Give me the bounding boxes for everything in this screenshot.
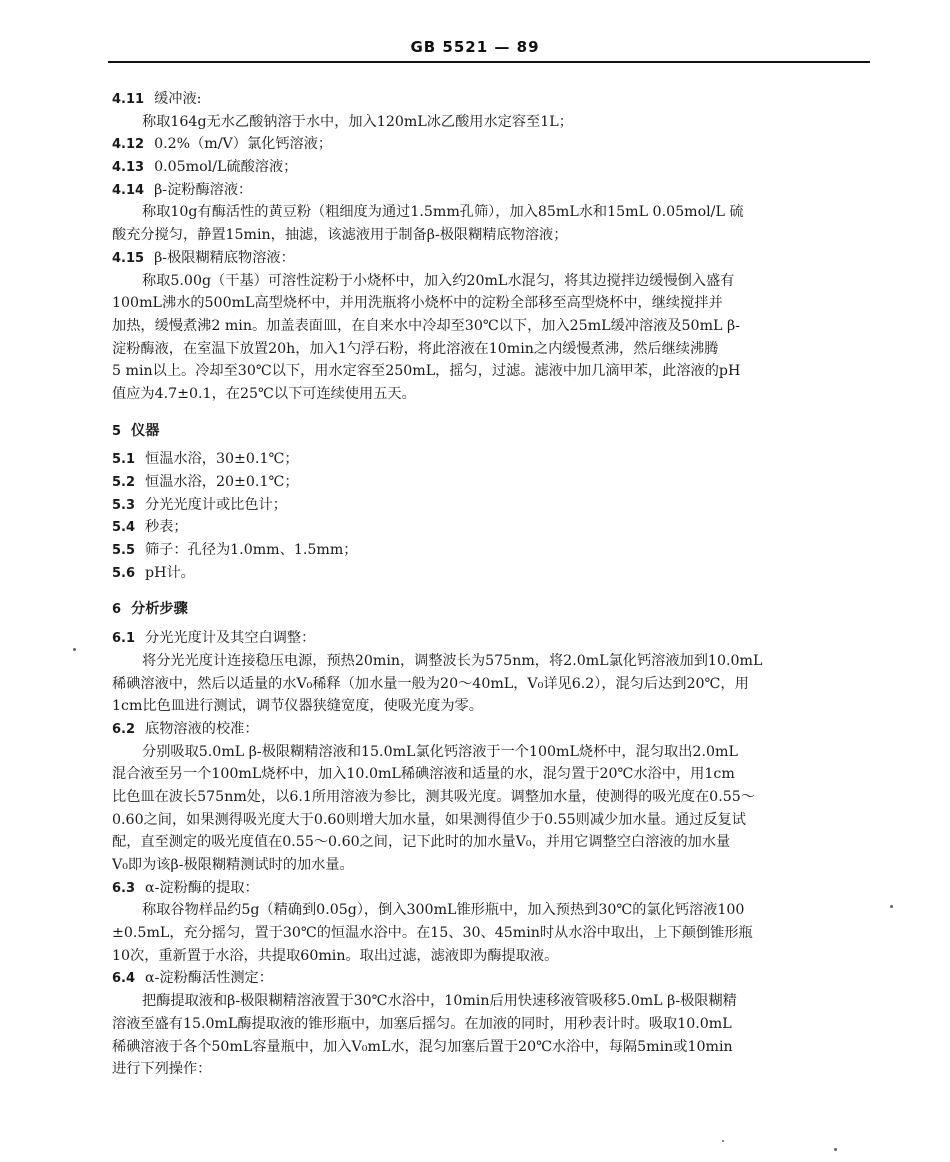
section-number: 4.13 — [112, 160, 145, 176]
paragraph-line: 5 min以上。冷却至30℃以下，用水定容至250mL，摇匀，过滤。滤液中加几滴甲苯，此溶液的pH — [112, 363, 741, 380]
section-number: 4.15 — [112, 250, 145, 266]
item-text: 恒温水浴，30±0.1℃； — [145, 451, 299, 468]
section-heading — [112, 247, 868, 270]
chapter-number: 5 — [112, 423, 122, 439]
section-number: 4.11 — [112, 92, 145, 107]
section-number: 6.1 — [112, 631, 136, 647]
section-title: 0.05mol/L硫酸溶液； — [154, 159, 298, 176]
paragraph-line: 进行下列操作： — [112, 1061, 212, 1078]
section-title: 缓冲液: — [154, 91, 202, 107]
section-heading — [112, 156, 868, 179]
list-item — [112, 516, 868, 539]
item-text: pH计。 — [145, 564, 195, 581]
chapter-title: 仪器 — [131, 422, 160, 439]
list-item — [112, 562, 868, 585]
paragraph-line: 称取5.00g（干基）可溶性淀粉于小烧杯中，加入约20mL水混匀，将其边搅拌边缓慢倒入盛有 — [142, 272, 735, 289]
paragraph-line: 加热，缓慢煮沸2 min。加盖表面皿，在自来水中冷却至30℃以下，加入25mL缓冲溶液及50mL β- — [112, 317, 740, 334]
section-heading — [112, 627, 868, 650]
paragraph-line: 稀碘溶液中，然后以适量的水V₀稀释（加水量一般为20～40mL，V₀详见6.2），混匀后达到20℃，用 — [112, 675, 749, 692]
paragraph-line: 100mL沸水的500mL高型烧杯中，并用洗瓶将小烧杯中的淀粉全部移至高型烧杯中，继续搅拌并 — [112, 295, 723, 312]
scan-speck — [73, 648, 76, 651]
paragraph-line: 稀碘溶液于各个50mL容量瓶中，加入V₀mL水，混匀加塞后置于20℃水浴中，每隔5min或10min — [112, 1038, 733, 1055]
paragraph-line: 淀粉酶液，在室温下放置20h，加入1勺浮石粉，将此溶液在10min之内缓慢煮沸，然后继续沸腾 — [112, 340, 719, 357]
item-number: 5.5 — [112, 543, 136, 559]
section-title: 分光光度计及其空白调整： — [145, 630, 316, 647]
paragraph-line: 比色皿在波长575nm处，以6.1所用溶液为参比，测其吸光度。调整加水量，使测得的吸光度在0.55～ — [112, 788, 755, 805]
item-text: 秒表； — [145, 519, 188, 536]
section-heading — [112, 718, 868, 741]
paragraph-line: V₀即为该β-极限糊精测试时的加水量。 — [112, 857, 354, 873]
list-item — [112, 494, 868, 517]
item-text: 分光光度计或比色计； — [145, 496, 287, 513]
item-text: 筛子：孔径为1.0mm、1.5mm； — [145, 542, 358, 559]
section-heading — [112, 88, 868, 111]
document-body — [112, 88, 868, 1081]
section-title: 0.2%（m/V）氯化钙溶液； — [154, 136, 333, 153]
paragraph-line: 酸充分搅匀，静置15min，抽滤，该滤液用于制备β-极限糊精底物溶液； — [112, 227, 568, 244]
section-number: 4.12 — [112, 137, 145, 153]
list-item — [112, 539, 868, 562]
section-title: β-极限糊精底物溶液： — [154, 249, 295, 266]
section-title: α-淀粉酶的提取： — [145, 879, 259, 896]
section-heading — [112, 967, 868, 990]
section-number: 4.14 — [112, 182, 145, 198]
paragraph-line: 混合液至另一个100mL烧杯中，加入10.0mL稀碘溶液和适量的水，混匀置于20℃水浴中，用1cm — [112, 766, 735, 783]
scan-speck — [722, 1140, 724, 1142]
paragraph-line: 0.60之间，如果测得吸光度大于0.60则增大加水量，如果测得值少于0.55则减少加水量。通过反复试 — [112, 811, 746, 828]
section-number: 6.4 — [112, 971, 136, 987]
list-item — [112, 471, 868, 494]
section-title: β-淀粉酶溶液： — [154, 181, 253, 198]
paragraph-line: 值应为4.7±0.1，在25℃以下可连续使用五天。 — [112, 385, 416, 402]
section-heading — [112, 179, 868, 202]
item-number: 5.3 — [112, 497, 136, 513]
item-number: 5.4 — [112, 520, 136, 536]
paragraph-line: 把酶提取液和β-极限糊精溶液置于30℃水浴中，10min后用快速移液管吸移5.0mL β-极限糊精 — [142, 993, 737, 1010]
chapter-number: 6 — [112, 602, 122, 618]
paragraph-line: 将分光光度计连接稳压电源，预热20min，调整波长为575nm，将2.0mL氯化钙溶液加到10.0mL — [142, 652, 763, 669]
scan-speck — [834, 1148, 837, 1151]
chapter-heading — [112, 420, 868, 443]
paragraph-line: 配，直至测定的吸光度值在0.55～0.60之间，记下此时的加水量V₀，并用它调整空白溶液的加水量 — [112, 834, 731, 851]
page-header: GB 5521 — 89 — [410, 38, 540, 56]
paragraph-line: 1cm比色皿进行测试，调节仪器狭缝宽度，使吸光度为零。 — [112, 698, 483, 715]
section-title: α-淀粉酶活性测定： — [145, 970, 273, 987]
chapter-heading — [112, 598, 868, 621]
section-heading — [112, 877, 868, 900]
header-rule — [108, 61, 870, 63]
item-number: 5.1 — [112, 452, 136, 468]
scan-speck — [890, 905, 893, 908]
paragraph-line: 溶液至盛有15.0mL酶提取液的锥形瓶中，加塞后摇匀。在加液的同时，用秒表计时。吸取10.0mL — [112, 1015, 732, 1032]
list-item — [112, 448, 868, 471]
paragraph-line: 10次，重新置于水浴，共提取60min。取出过滤，滤液即为酶提取液。 — [112, 947, 559, 964]
paragraph-line: 称取谷物样品约5g（精确到0.05g），倒入300mL锥形瓶中，加入预热到30℃的氯化钙溶液100 — [142, 902, 745, 919]
paragraph-line: ±0.5mL，充分摇匀，置于30℃的恒温水浴中。在15、30、45min时从水浴中取出，上下颠倒锥形瓶 — [112, 925, 753, 942]
item-text: 恒温水浴，20±0.1℃； — [145, 474, 299, 490]
section-title: 底物溶液的校准： — [145, 720, 259, 737]
item-number: 5.2 — [112, 475, 136, 490]
item-number: 5.6 — [112, 565, 136, 581]
paragraph-line: 分别吸取5.0mL β-极限糊精溶液和15.0mL氯化钙溶液于一个100mL烧杯中，混匀取出2.0mL — [142, 743, 738, 760]
section-number: 6.3 — [112, 880, 136, 896]
section-number: 6.2 — [112, 721, 136, 737]
section-heading — [112, 133, 868, 156]
paragraph-line: 称取164g无水乙酸钠溶于水中，加入120mL冰乙酸用水定容至1L； — [142, 113, 573, 130]
chapter-title: 分析步骤 — [131, 601, 188, 618]
paragraph-line: 称取10g有酶活性的黄豆粉（粗细度为通过1.5mm孔筛），加入85mL水和15mL 0.05mol/L 硫 — [142, 204, 744, 221]
